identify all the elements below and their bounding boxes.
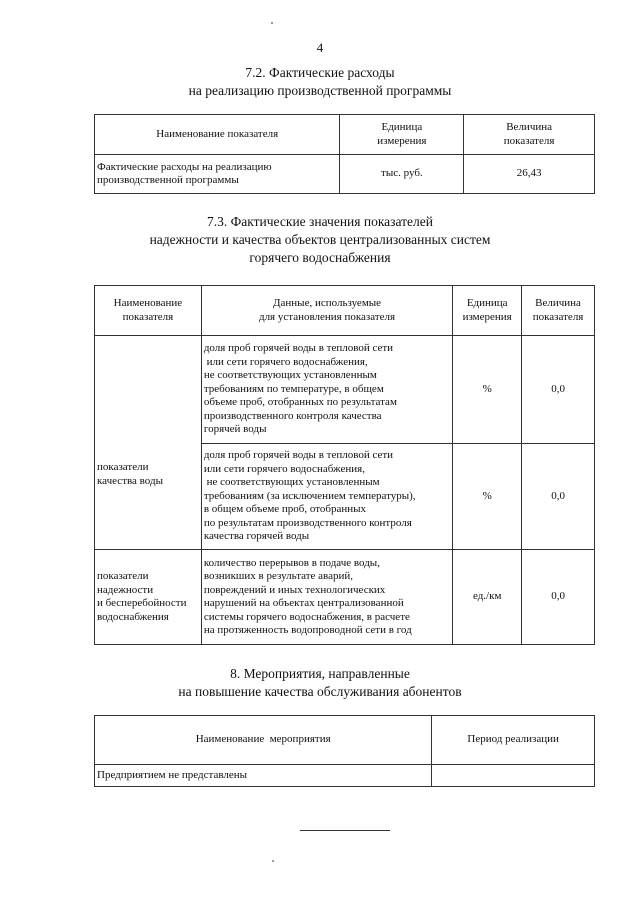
header-measure-name: Наименование мероприятия: [95, 716, 432, 765]
row-value: 0,0: [522, 444, 595, 550]
row-value: 0,0: [522, 550, 595, 645]
row-data-text: доля проб горячей воды в тепловой сети или сети горячего водоснабжения, не соответствующих установленным требованиям по температуре, в общем объеме проб, отобранных по результатам производственного контроля качества горячей воды: [201, 336, 452, 444]
scan-dot: [271, 22, 273, 24]
row-unit: тыс. руб.: [340, 155, 464, 194]
table-row: [95, 155, 595, 194]
header-unit: Единица измерения: [340, 115, 464, 155]
row-unit: ед./км: [453, 550, 522, 645]
section-7-2-title: 7.2. Фактические расходы на реализацию производственной программы: [188, 65, 452, 98]
table-header-row: [95, 115, 595, 155]
page-number: 4: [316, 40, 324, 55]
row-unit: %: [453, 444, 522, 550]
header-period: Период реализации: [432, 716, 595, 765]
table-header-row: [95, 716, 595, 765]
row-name: Фактические расходы на реализацию производственной программы: [95, 155, 340, 194]
group-reliability-name: показатели надежности и бесперебойности водоснабжения: [95, 550, 202, 645]
header-name: Наименование показателя: [95, 115, 340, 155]
header-name: Наименование показателя: [95, 286, 202, 336]
row-measure-name: Предприятием не представлены: [95, 765, 432, 787]
header-value: Величина показателя: [522, 286, 595, 336]
header-value: Величина показателя: [464, 115, 595, 155]
group-water-quality-name: показатели качества воды: [95, 336, 202, 550]
table-row: [95, 336, 595, 444]
row-period: [432, 765, 595, 787]
row-value: 0,0: [522, 336, 595, 444]
row-data-text: доля проб горячей воды в тепловой сети или сети горячего водоснабжения, не соответствующих установленным требованиям (за исключением температуры), в общем объеме проб, отобранных по результатам производственного контроля качества горячей воды: [201, 444, 452, 550]
table-header-row: [95, 286, 595, 336]
section-8-title: 8. Мероприятия, направленные на повышение качества обслуживания абонентов: [178, 666, 462, 699]
expenses-table: [94, 114, 595, 194]
header-data: Данные, используемые для установления показателя: [201, 286, 452, 336]
table-row: [95, 765, 595, 787]
row-unit: %: [453, 336, 522, 444]
table-row: [95, 550, 595, 645]
row-data-text: количество перерывов в подаче воды, возникших в результате аварий, повреждений и иных технологических нарушений на объектах централизованной системы горячего водоснабжения, в расчете на протяженность водопроводной сети в год: [201, 550, 452, 645]
section-7-3-title: 7.3. Фактические значения показателей надежности и качества объектов централизованных систем горячего водоснабжения: [149, 214, 491, 265]
row-value: 26,43: [464, 155, 595, 194]
signature-line: [300, 830, 390, 831]
measures-table: [94, 715, 595, 787]
reliability-table: [94, 285, 595, 645]
scan-dot: [272, 860, 274, 862]
header-unit: Единица измерения: [453, 286, 522, 336]
